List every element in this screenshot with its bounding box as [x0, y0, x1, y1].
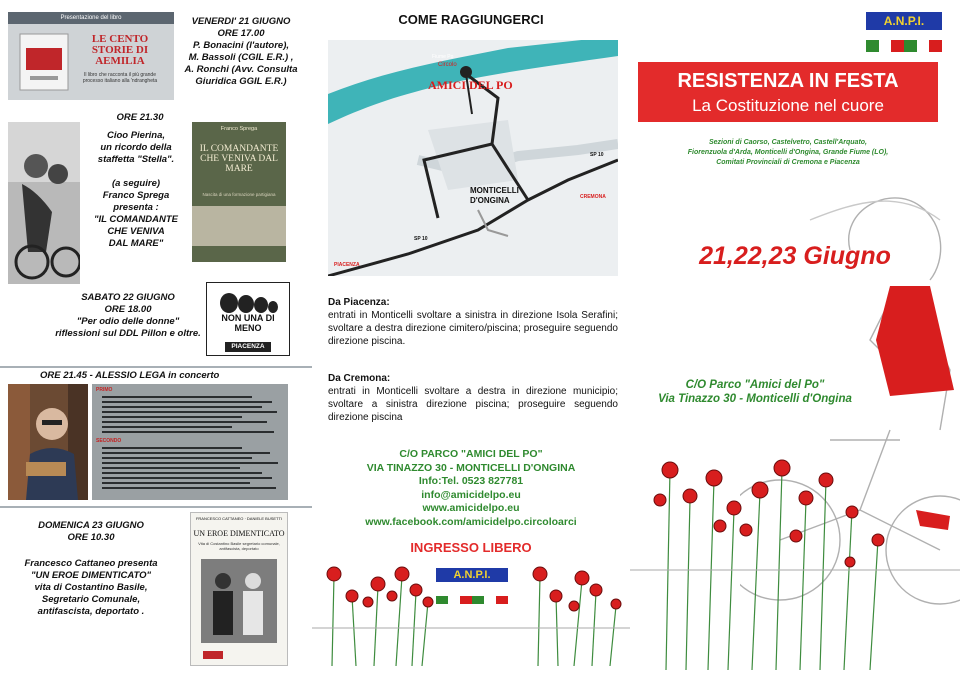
program-line [102, 472, 262, 474]
directions-text: entrati in Monticelli svoltare a sinistra in direzione Isola Serafini; svoltare a destra direzione cimitero/piscina; proseguire seguendo direzione piscina. [328, 310, 618, 347]
venue-address: Via Tinazzo 30 - Monticelli d'Ongina [658, 393, 852, 405]
contact-info [312, 448, 630, 529]
divider [0, 506, 312, 508]
event-line: antifascista, deportato . [37, 606, 145, 617]
map-road-label: SP 10 [414, 236, 428, 242]
event-date: VENERDI' 21 GIUGNO [191, 16, 291, 27]
program-line [102, 401, 272, 403]
book-author: Franco Sprega [220, 126, 258, 132]
book-subtitle: Nascita di una formazione partigiana [202, 192, 276, 197]
anpi-flag [866, 40, 942, 52]
event-line: (a seguire) [111, 178, 161, 189]
map-drawing [328, 40, 618, 276]
venue-address: VIA TINAZZO 30 - MONTICELLI D'ONGINA [366, 461, 576, 474]
event-line: staffetta "Stella". [97, 154, 175, 165]
book-subtitle: Vita di Costantino Basile segretario comunale, antifascista, deportato [198, 541, 280, 551]
map-road-label: SP 10 [590, 152, 604, 158]
program-line [102, 421, 267, 423]
program-section: SECONDO [96, 438, 122, 444]
event-sunday-morning [6, 520, 176, 618]
venue-name: C/O Parco "Amici del Po" [685, 379, 825, 391]
photo-staffetta-image [8, 122, 80, 284]
event-concert-title: ORE 21.45 - ALESSIO LEGA in concerto [40, 370, 220, 381]
nudm-city: PIACENZA [225, 342, 271, 352]
book-cover-image [192, 206, 286, 246]
section-title: COME RAGGIUNGERCI [398, 12, 544, 27]
anpi-flag [436, 596, 508, 604]
program-section: PRIMO [96, 387, 113, 393]
organizers-line: Fiorenzuola d'Arda, Monticelli d'Ongina, Grande Fiume (LO), [687, 149, 889, 156]
left-panel [0, 0, 312, 682]
event-line: Cioo Pierina, [106, 130, 166, 141]
book-cover-header: Presentazione del libro [8, 12, 174, 24]
book-cover-aemilia [8, 12, 174, 100]
contact-phone: Info:Tel. 0523 827781 [418, 475, 524, 487]
book-title: UN EROE DIMENTICATO [193, 529, 285, 538]
program-line [102, 477, 272, 479]
poppies-illustration [630, 440, 960, 670]
organizers [638, 138, 938, 168]
event-line: "UN EROE DIMENTICATO" [30, 570, 152, 581]
program-line [102, 487, 276, 489]
book-image [16, 30, 72, 94]
book-cover-comandante [192, 122, 286, 262]
right-panel [630, 0, 960, 682]
middle-panel [312, 0, 630, 682]
concert-program [92, 384, 288, 500]
program-line [102, 431, 274, 433]
publisher-logo [203, 651, 223, 659]
program-line [102, 482, 250, 484]
photo-alessio-lega-image [8, 384, 88, 500]
event-line: A. Ronchi (Avv. Consulta [184, 64, 298, 75]
event-date: DOMENICA 23 GIUGNO [38, 520, 144, 531]
event-saturday-afternoon [38, 292, 218, 340]
program-line [102, 462, 278, 464]
event-title: RESISTENZA IN FESTA [677, 70, 899, 92]
program-line [102, 406, 262, 408]
event-line: "Per odio delle donne" [76, 316, 180, 327]
map-circolo-label: AMICI DEL PO [428, 78, 513, 92]
event-subtitle: La Costituzione nel cuore [692, 96, 884, 115]
map-river-label: Fiume Po [432, 54, 454, 60]
location-map [328, 40, 618, 276]
program-line [102, 411, 277, 413]
program-line [102, 447, 242, 449]
event-line: DAL MARE" [108, 238, 164, 249]
event-friday-afternoon [178, 16, 304, 88]
directions-piacenza [328, 296, 618, 348]
event-time: ORE 21.30 [116, 112, 164, 123]
program-line [102, 457, 252, 459]
program-line [102, 452, 270, 454]
book-title: IL COMANDANTE CHE VENIVA DAL MARE [199, 144, 279, 174]
anpi-logo-text: A.N.P.I. [436, 568, 508, 582]
entry-free: INGRESSO LIBERO [410, 540, 532, 555]
directions-text: entrati in Monticelli svoltare a destra in direzione municipio; svoltare a sinistra direzione piscina; proseguire seguendo direzione piscina [328, 386, 618, 423]
program-line [102, 467, 240, 469]
event-line: Francesco Cattaneo presenta [24, 558, 158, 569]
venue-info [630, 378, 880, 406]
program-line [102, 396, 252, 398]
event-line: "IL COMANDANTE [93, 214, 179, 225]
contact-email[interactable]: info@amicidelpo.eu [421, 488, 521, 501]
anpi-logo-text: A.N.P.I. [866, 12, 942, 30]
map-circolo-small: Circolo [438, 62, 457, 68]
book-authors: FRANCESCO CATTANEO · DANIELE BUSETTI [195, 516, 283, 521]
book-cover-photo [201, 559, 277, 643]
directions-heading: Da Piacenza: [328, 297, 390, 308]
event-line: un ricordo della [100, 142, 172, 153]
event-line: presenta : [113, 202, 159, 213]
event-line: CHE VENIVA [107, 226, 165, 237]
map-piacenza-label: PIACENZA [334, 262, 360, 268]
event-line: Franco Sprega [102, 190, 170, 201]
anpi-logo [436, 568, 508, 604]
anpi-logo [866, 12, 942, 52]
event-time: ORE 18.00 [104, 304, 152, 315]
photo-alessio-lega [8, 384, 88, 500]
event-evening-text [82, 130, 190, 250]
title-banner [638, 62, 938, 122]
event-time: ORE 10.30 [67, 532, 115, 543]
event-line: Giuridica GGIL E.R.) [195, 76, 287, 87]
book-subtitle: Il libro che racconta il più grande processo italiano alla 'ndrangheta [82, 72, 158, 84]
event-dates: 21,22,23 Giugno [699, 242, 891, 270]
event-line: P. Bonacini (l'autore), [192, 40, 290, 51]
event-line: M. Bassoli (CGIL E.R.) , [188, 52, 294, 63]
contact-facebook[interactable]: www.facebook.com/amicidelpo.circoloarci [365, 515, 577, 528]
event-date: SABATO 22 GIUGNO [81, 292, 175, 303]
map-town-label: MONTICELLI D'ONGINA [470, 186, 519, 205]
matryoshka-icon [219, 287, 279, 313]
organizers-line: Sezioni di Caorso, Castelvetro, Castell'Arquato, [708, 139, 868, 146]
directions-cremona [328, 372, 618, 424]
map-cremona-label: CREMONA [580, 194, 606, 200]
contact-website[interactable]: www.amicidelpo.eu [422, 502, 520, 514]
program-line [102, 426, 232, 428]
venue-name: C/O PARCO "AMICI DEL PO" [399, 448, 543, 460]
non-una-di-meno-logo [206, 282, 290, 356]
divider [0, 366, 312, 368]
book-cover-eroe-dimenticato [190, 512, 288, 666]
event-line: Segretario Comunale, [41, 594, 141, 605]
organizers-line: Comitati Provinciali di Cremona e Piacenza [716, 159, 860, 166]
photo-staffetta [8, 122, 80, 284]
book-title: LE CENTO STORIE DI AEMILIA [91, 33, 149, 67]
event-time: ORE 17.00 [217, 28, 265, 39]
event-line: riflessioni sul DDL Pillon e oltre. [55, 328, 201, 339]
program-line [102, 416, 242, 418]
event-line: vita di Costantino Basile, [34, 582, 148, 593]
nudm-text: NON UNA DI MENO [221, 313, 275, 333]
directions-heading: Da Cremona: [328, 373, 391, 384]
